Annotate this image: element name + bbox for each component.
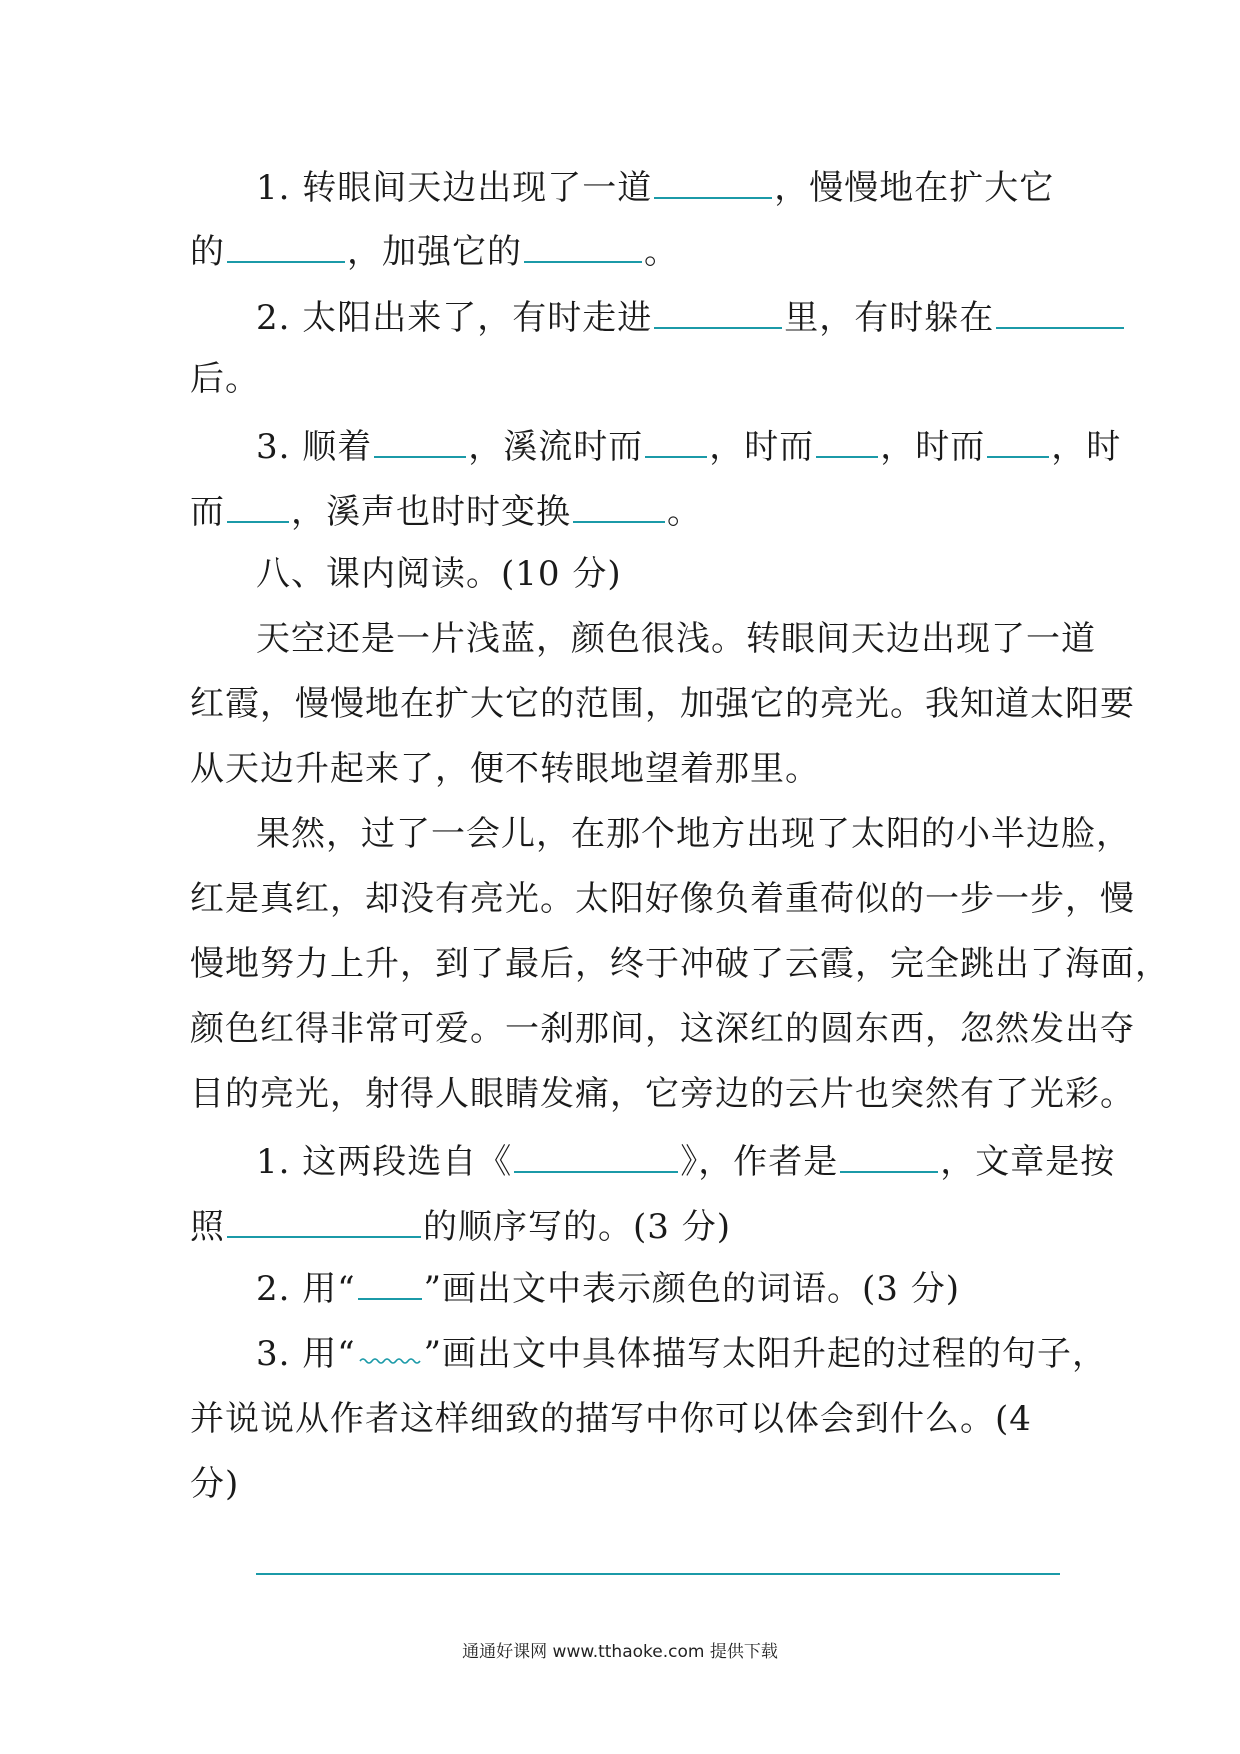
passage-line: 红霞，慢慢地在扩大它的范围，加强它的亮光。我知道太阳要	[190, 684, 1135, 724]
q7-item3-line2: 而 ，溪声也时时变换 。	[190, 489, 702, 532]
passage-line: 慢地努力上升，到了最后，终于冲破了云霞，完全跳出了海面，	[190, 944, 1170, 984]
q8-sub1-line2: 照 的顺序写的。(3 分)	[190, 1204, 731, 1247]
answer-blank[interactable]	[816, 424, 878, 458]
answer-blank[interactable]	[374, 424, 466, 458]
q7-item1-line1: 1. 转眼间天边出现了一道 ，慢慢地在扩大它	[256, 165, 1054, 208]
answer-blank[interactable]	[227, 489, 289, 523]
q7-item1-line2: 的 ，加强它的 。	[190, 229, 679, 272]
answer-blank[interactable]	[645, 424, 707, 458]
passage-line: 天空还是一片浅蓝，颜色很浅。转眼间天边出现了一道	[256, 619, 1096, 659]
section-heading: 八、课内阅读。(10 分)	[256, 554, 622, 594]
passage-line: 颜色红得非常可爱。一刹那间，这深红的圆东西，忽然发出夺	[190, 1009, 1135, 1049]
q8-sub1-line1: 1. 这两段选自《 》，作者是 ，文章是按	[256, 1139, 1115, 1182]
q7-item2-line1: 2. 太阳出来了，有时走进 里，有时躲在	[256, 295, 1126, 338]
passage-line: 红是真红，却没有亮光。太阳好像负着重荷似的一步一步，慢	[190, 879, 1135, 919]
answer-writing-line[interactable]	[256, 1573, 1060, 1575]
q8-sub2: 2. 用“ ”画出文中表示颜色的词语。(3 分)	[256, 1269, 960, 1309]
answer-blank[interactable]	[996, 295, 1124, 329]
answer-blank[interactable]	[654, 165, 772, 199]
straight-underline-mark	[358, 1272, 422, 1300]
passage-line: 果然，过了一会儿，在那个地方出现了太阳的小半边脸，	[256, 814, 1131, 854]
q7-item3-line1: 3. 顺着 ，溪流时而 ，时而 ，时而 ，时	[256, 424, 1121, 467]
answer-blank[interactable]	[227, 1204, 421, 1238]
answer-blank[interactable]	[573, 489, 665, 523]
answer-blank[interactable]	[654, 295, 782, 329]
answer-blank[interactable]	[227, 229, 345, 263]
answer-blank[interactable]	[524, 229, 642, 263]
passage-line: 目的亮光，射得人眼睛发痛，它旁边的云片也突然有了光彩。	[190, 1074, 1135, 1114]
answer-blank[interactable]	[840, 1139, 938, 1173]
q8-sub3-line2: 并说说从作者这样细致的描写中你可以体会到什么。(4	[190, 1399, 1032, 1439]
passage-line: 从天边升起来了，便不转眼地望着那里。	[190, 749, 820, 789]
q8-sub3-line3: 分)	[190, 1464, 240, 1504]
footer-source: 通通好课网 www.tthaoke.com 提供下载	[462, 1642, 778, 1662]
wavy-underline-mark	[358, 1341, 422, 1365]
q7-item2-line2: 后。	[190, 359, 260, 399]
q8-sub3-line1: 3. 用“ ”画出文中具体描写太阳升起的过程的句子，	[256, 1334, 1108, 1374]
answer-blank[interactable]	[514, 1139, 678, 1173]
answer-blank[interactable]	[987, 424, 1049, 458]
